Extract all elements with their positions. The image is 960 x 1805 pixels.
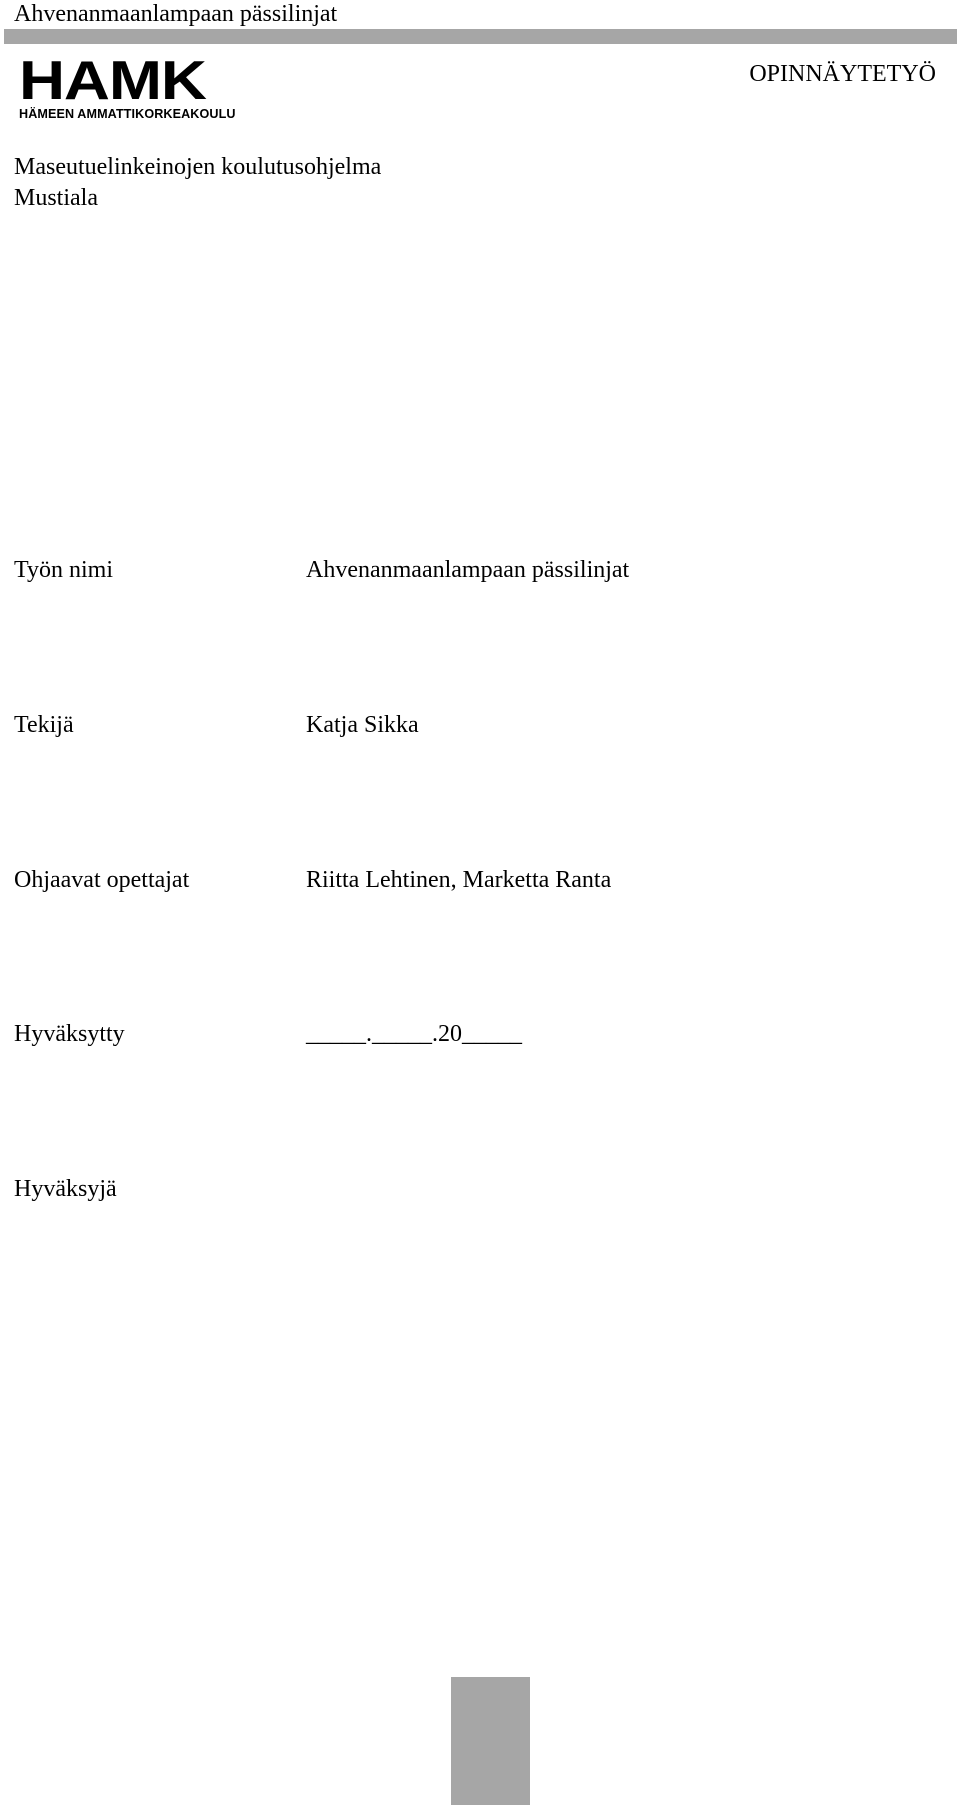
programme-name: Maseutuelinkeinojen koulutusohjelma — [14, 154, 382, 180]
logo-subtitle: HÄMEEN AMMATTIKORKEAKOULU — [19, 107, 236, 121]
field-supervisors-label: Ohjaavat opettajat — [14, 867, 190, 893]
document-type: OPINNÄYTETYÖ — [749, 61, 936, 87]
field-supervisors-value: Riitta Lehtinen, Marketta Ranta — [306, 867, 612, 893]
field-title-value: Ahvenanmaanlampaan pässilinjat — [306, 557, 630, 583]
field-approver-label: Hyväksyjä — [14, 1176, 117, 1202]
page-number-bar — [451, 1677, 530, 1805]
running-header-title: Ahvenanmaanlampaan pässilinjat — [14, 1, 338, 27]
field-approved-date-blank: _____._____.20_____ — [306, 1021, 522, 1047]
field-approved-label: Hyväksytty — [14, 1021, 125, 1047]
header-rule — [4, 29, 957, 44]
logo-wordmark: HAMK — [19, 49, 206, 111]
field-title-label: Työn nimi — [14, 557, 113, 583]
field-author-label: Tekijä — [14, 712, 74, 738]
campus-name: Mustiala — [14, 185, 98, 211]
field-author-value: Katja Sikka — [306, 712, 419, 738]
hamk-logo — [19, 49, 257, 121]
